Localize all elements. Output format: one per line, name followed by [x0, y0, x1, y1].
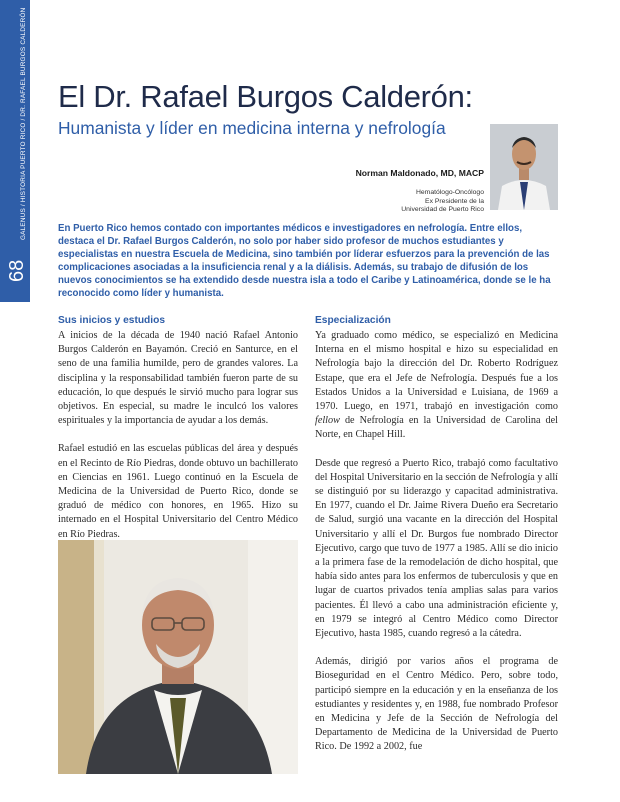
running-header [8, 0, 27, 240]
section-heading: Sus inicios y estudios [58, 315, 165, 326]
author-role-line: Ex Presidente de la [425, 197, 484, 205]
author-photo [490, 124, 558, 210]
section-heading: Especialización [315, 315, 391, 326]
body-paragraph: Desde que regresó a Puerto Rico, trabajó como facultativo del Hospital Universitario en la sección de Nefrología y allí se distinguió por su liderazgo y capacitad administrativa. En 1977, cuando el Dr. Jaime Rivera Dueño era Secretario de Salud, surgió una vacante en la dirección del Hospital Universitario y allí el Dr. Burgos fue nombrado Director Ejecutivo, cargo que tuvo de 1977 a 1985. Allí se dio inicio a la primera fase de la remodelación de dicho hospital, que había sido antes para los enfermos de tuberculosis y que en lugar de cuartos privados tenía amplias salas para varios pacientes. Él llevó a cabo una administración eficiente y, en 1979 se integró al Centro Médico como Director Ejecutivo, hasta 1985, cuando regresó a la cátedra. [315, 457, 559, 640]
article-title: El Dr. Rafael Burgos Calderón: [58, 79, 473, 114]
italic-term: fellow [315, 415, 340, 427]
body-text: Ya graduado como médico, se especializó en Medicina Interna en el mismo hospital e hizo su especialidad en Nefrología bajo la dirección del Dr. Roberto Rodríguez Estape, que era el Jefe de Nefrología. Después fue a los Estados Unidos a la Universidad e Luisiana, de 1969 a 1970. Luego, en 1971, trabajó en investigación como [315, 330, 558, 413]
body-paragraph [315, 329, 558, 443]
body-paragraph: Además, dirigió por varios años el programa de Bioseguridad en el Centro Médico. Pero, sobre todo, participó siempre en la educación y en la enseñanza de los estudiantes y residentes y, en 1988, fue nombrado Profesor en Medicina y Jefe de la Sección de Nefrología del Departamento de Medicina de la Universidad de Puerto Rico. De 1992 a 2002, fue [315, 656, 558, 753]
page-number-text: 68 [6, 259, 28, 282]
body-paragraph: A inicios de la década de 1940 nació Rafael Antonio Burgos Calderón en Bayamón. Creció en Santurce, en el seno de una familia humilde, pero de grandes valores. La disciplina y la responsabilidad también fueron parte de su educación, lo que después le sirvió mucho para lograr sus objetivos. En especial, su madre le inculcó los valores espirituales y la importancia de ayudar a los demás. [58, 330, 298, 427]
body-text: de Nefrología en la Universidad de Carolina del Norte, en Chapel Hill. [315, 415, 558, 441]
portrait-photo [58, 540, 298, 774]
right-column [315, 314, 558, 769]
author-photo-drawing [490, 124, 558, 210]
article-subtitle: Humanista y líder en medicina interna y nefrología [58, 118, 446, 138]
author-block [290, 168, 484, 215]
left-column [58, 314, 298, 556]
portrait-drawing [58, 540, 298, 774]
author-role-line: Hematólogo-Oncólogo [415, 189, 484, 196]
author-name: Norman Maldonado, MD, MACP [355, 168, 484, 178]
sidebar [0, 0, 30, 802]
running-header-text: GALENUS / HISTORIA PUERTO RICO / DR. RAFAEL BURGOS CALDERÓN [20, 7, 27, 240]
author-role-line: Universidad de Puerto Rico [401, 206, 484, 214]
page-number [4, 246, 26, 286]
body-paragraph: Rafael estudió en las escuelas públicas del área y después en el Recinto de Río Piedras, donde obtuvo un bachillerato en Ciencias en 1961. Luego continuó en la Escuela de Medicina de la Universidad de Puerto Rico, donde se graduó de médico con honores, en 1965. Hizo su internado en el Hospital Universitario del Centro Médico en Río Piedras. [58, 443, 298, 540]
intro-paragraph: En Puerto Rico hemos contado con importantes médicos e investigadores en nefrología. Entre ellos, destaca el Dr. Rafael Burgos Calderón, no solo por haber sido profesor de muchos estudiantes y especialistas en nuestra Escuela de Medicina, sino también por líderar esfuerzos para la prevención de las complicaciones asociadas a la insuficiencia renal y a la diálisis. Además, su trabajo de difusión de los nuevos conocimientos se ha extendido desde nuestra isla a todo el Caribe y Latinoamérica, donde se le ha reconocido como líder y humanista. [58, 223, 551, 299]
